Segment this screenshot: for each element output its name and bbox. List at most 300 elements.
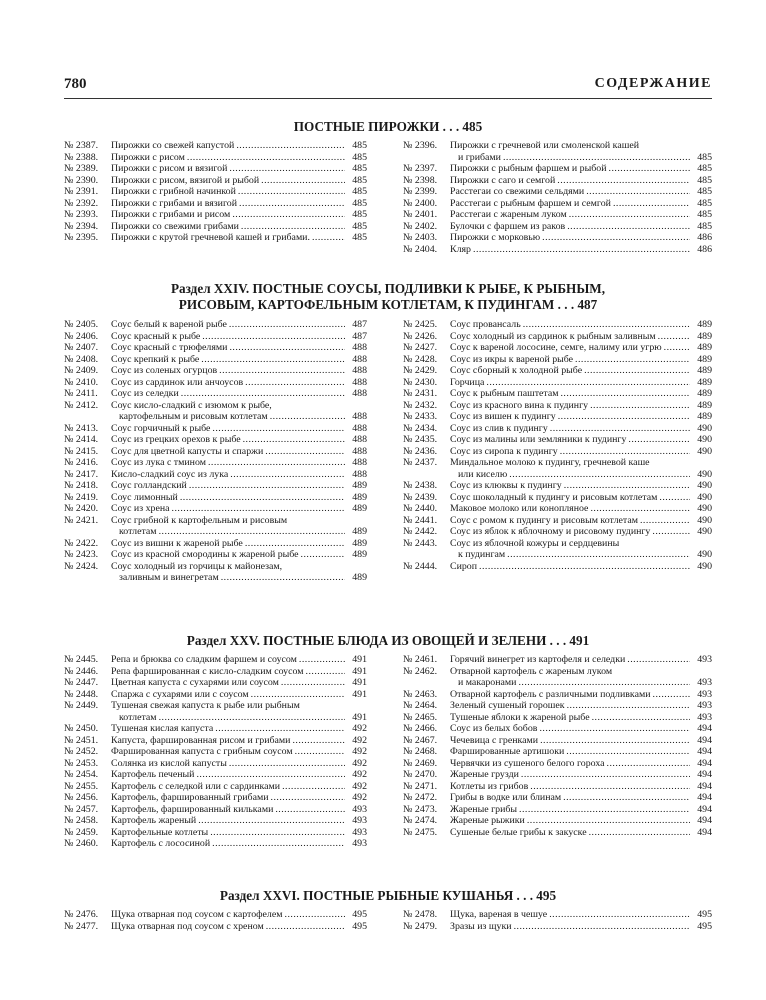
toc-entry [64,400,367,423]
dot-leader [521,769,690,781]
entry-page: 492 [352,734,367,746]
entry-page: 485 [697,220,712,232]
entry-number: № 2441. [403,514,438,526]
toc-entry [403,921,712,933]
entry-body [450,561,712,573]
entry-title-text: Расстегаи с рыбным фаршем и семгой [450,197,611,209]
entry-number: № 2458. [64,815,99,826]
entry-title-text: Соус горчичный к рыбе [111,422,211,434]
entry-title-text: Фаршированная капуста с грибным соусом [111,746,293,757]
entry-page: 493 [697,711,712,723]
entry-page: 488 [352,468,367,480]
entry-body [450,735,712,747]
entry-body [450,712,712,724]
entry-title-line [450,342,712,354]
entry-body [111,232,367,244]
entry-page: 489 [697,376,712,388]
entry-title-line [111,758,367,770]
entry-page: 486 [697,243,712,255]
entry-title-text: и грибами [458,151,501,163]
toc-entry [403,377,712,389]
entry-title-line [450,503,712,515]
entry-title-text: Отварной картофель с различными подливками [450,688,651,700]
entry-title-line [111,232,367,244]
toc-entry [64,354,367,366]
entry-title-text: Булочки с фаршем из раков [450,220,566,232]
dot-leader [281,677,345,689]
entry-body [450,377,712,389]
entry-page: 485 [352,174,367,186]
entry-page: 488 [352,457,367,468]
entry-body [111,815,367,827]
toc-entry [403,434,712,446]
entry-body [111,423,367,435]
entry-title-line [450,723,712,735]
dot-leader [236,140,345,152]
entry-number: № 2417. [64,468,99,480]
entry-title-text: Картофельные котлеты [111,826,209,838]
entry-title-text: Картофель с селедкой или с сардинками [111,780,281,792]
entry-page: 488 [352,353,367,365]
entry-page: 493 [697,654,712,665]
dot-leader [295,746,345,758]
entry-title-line: Тушеная свежая капуста к рыбе или рыбным [111,700,300,711]
toc-entry [64,815,367,827]
entry-title-text: Пирожки с рисом [111,151,185,163]
dot-leader [241,221,345,233]
entry-title-text: Пирожки со свежей капустой [111,140,235,151]
entry-title-text: Соус холодный из сардинок к рыбным заливным [450,330,656,342]
dot-leader [589,827,690,839]
entry-title-text: Котлеты из грибов [450,780,529,792]
toc-entry [403,221,712,233]
toc-entry [64,198,367,210]
dot-leader [198,815,345,827]
toc-entry [64,909,367,921]
entry-page: 486 [697,232,712,243]
entry-body [450,666,712,689]
entry-number: № 2470. [403,769,438,780]
entry-number: № 2448. [64,688,99,700]
entry-title-text: Соус из соленых огурцов [111,365,218,376]
entry-body [450,480,712,492]
entry-body [111,700,367,723]
dot-leader [567,221,690,233]
dot-leader [549,909,690,921]
entry-title-line [450,526,712,538]
toc-entry [403,163,712,175]
entry-body [450,921,712,933]
entry-title-line [450,163,712,175]
dot-leader [232,209,345,221]
dot-leader [627,654,690,666]
entry-title-line [450,232,712,244]
entry-page: 485 [352,232,367,243]
entry-title-text: Пирожки с рисом, вязигой и рыбой [111,174,260,186]
entry-body [111,434,367,446]
entry-body [450,654,712,666]
entry-page: 492 [352,792,367,803]
entry-body [111,921,367,933]
dot-leader [563,792,690,804]
entry-title-text: Соус из вишен к пудингу [450,411,556,422]
entry-title-line [111,175,367,187]
toc-entry [64,423,367,435]
entry-body [450,781,712,793]
dot-leader [159,526,345,538]
entry-title-line [450,561,712,573]
entry-page: 489 [352,526,367,537]
entry-number: № 2422. [64,537,99,549]
toc-entry [403,503,712,515]
entry-body [111,221,367,233]
entry-number: № 2463. [403,688,438,700]
dot-leader [187,152,345,164]
entry-page: 485 [697,174,712,186]
entry-title-line [111,838,367,850]
entry-number: № 2465. [403,711,438,723]
toc-entry [403,781,712,793]
entry-body [111,331,367,343]
entry-number: № 2420. [64,503,99,514]
entry-title-line [450,677,712,689]
entry-number: № 2395. [64,232,99,243]
toc-entry [64,140,367,152]
entry-number: № 2446. [64,665,99,677]
entry-title-text: Соус из клюквы к пудингу [450,480,562,491]
entry-number: № 2428. [403,353,438,365]
entry-page: 488 [352,411,367,422]
entry-number: № 2478. [403,909,438,920]
entry-body [111,723,367,735]
entry-page: 489 [697,353,712,365]
entry-title-text: Картофель печеный [111,769,195,780]
entry-number: № 2432. [403,399,438,411]
entry-title-line [450,244,712,256]
entry-page: 489 [352,572,367,583]
entry-page: 490 [697,491,712,503]
entry-title-line [450,712,712,724]
entry-number: № 2407. [64,342,99,353]
entry-title-line [450,400,712,412]
entry-body [111,152,367,164]
toc-entry [403,331,712,343]
entry-title-text: Расстегаи со свежими сельдями [450,186,585,197]
toc-entry [64,792,367,804]
entry-page: 492 [352,757,367,769]
entry-number: № 2439. [403,491,438,503]
dot-leader [609,163,690,175]
entry-number: № 2452. [64,746,99,757]
dot-leader [282,781,345,793]
toc-entry [403,746,712,758]
dot-leader [189,480,345,492]
entry-number: № 2426. [403,330,438,342]
entry-title-text: Кляр [450,243,471,255]
entry-body [450,446,712,458]
entry-number: № 2394. [64,220,99,232]
toc-entry [403,140,712,163]
dot-leader [473,244,690,256]
entry-page: 494 [697,803,712,815]
entry-title-line [111,492,367,504]
toc-entry [64,342,367,354]
entry-number: № 2392. [64,197,99,209]
entry-page: 488 [352,422,367,434]
dot-leader [564,480,690,492]
entry-number: № 2457. [64,803,99,815]
section-title [64,119,712,135]
entry-page: 489 [697,330,712,342]
entry-body [450,758,712,770]
toc-entry [64,152,367,164]
toc-entry [403,319,712,331]
entry-number: № 2424. [64,560,99,572]
entry-page: 493 [352,803,367,815]
entry-title-line [111,377,367,389]
toc-entry [403,827,712,839]
entry-body [450,538,712,561]
entry-title-text: Грибы в водке или блинам [450,792,562,803]
entry-number: № 2466. [403,723,438,734]
entry-title-line [111,572,367,584]
entry-title-line [450,319,712,331]
entry-body [111,480,367,492]
entry-number: № 2468. [403,746,438,757]
entry-title-text: Жареные рыжики [450,815,525,826]
dot-leader [265,446,345,458]
entry-title-text: Щука отварная под соусом с хреном [111,920,264,932]
toc-entry [64,457,367,469]
entry-number: № 2462. [403,665,438,677]
entry-title-text: Соус из икры к вареной рыбе [450,353,574,365]
dot-leader [243,434,345,446]
entry-title-line [111,319,367,331]
entry-number: № 2410. [64,376,99,388]
entry-title-text: Пирожки с грибами и рисом [111,209,231,220]
entry-number: № 2397. [403,163,438,174]
entry-number: № 2460. [64,838,99,849]
entry-body [111,792,367,804]
entry-body [111,186,367,198]
entry-page: 494 [697,757,712,769]
entry-title-line [111,549,367,561]
entry-title-line [450,700,712,712]
dot-leader [590,503,690,515]
entry-title-text: Соус лимонный [111,491,178,503]
toc-entry [403,515,712,527]
entry-number: № 2430. [403,376,438,388]
dot-leader [613,198,690,210]
entry-title-line [450,909,712,921]
entry-body [450,815,712,827]
entry-title-line [111,804,367,816]
entry-number: № 2391. [64,186,99,197]
entry-title-text: Тушеная кислая капуста [111,723,214,734]
entry-number: № 2467. [403,734,438,746]
entry-number: № 2416. [64,457,99,468]
dot-leader [251,689,345,701]
entry-title-text: Соус из малины или земляники к пудингу [450,434,627,445]
entry-page: 490 [697,526,712,537]
entry-page: 490 [697,468,712,480]
dot-leader [312,232,345,244]
entry-title-line [450,769,712,781]
entry-number: № 2406. [64,330,99,342]
entry-number: № 2475. [403,826,438,838]
entry-body [111,538,367,550]
entry-body [450,792,712,804]
entry-title-line [450,654,712,666]
entry-title-text: Соус провансаль [450,319,521,330]
dot-leader [592,712,690,724]
entry-number: № 2401. [403,209,438,220]
entry-page: 485 [697,163,712,174]
toc-entry [64,221,367,233]
entry-title-line [111,827,367,839]
entry-page: 491 [352,711,367,723]
entry-body [450,221,712,233]
entry-number: № 2398. [403,174,438,186]
entry-page: 490 [697,422,712,434]
dot-leader [292,735,345,747]
toc-entry [403,712,712,724]
entry-page: 490 [697,549,712,560]
dot-leader [275,804,345,816]
entry-number: № 2408. [64,353,99,365]
entry-title-text: Чечевица с гренками [450,734,539,746]
toc-entry [64,689,367,701]
entry-body [111,377,367,389]
dot-leader [229,342,345,354]
entry-title-line [111,654,367,666]
section-title-line: ПОСТНЫЕ ПИРОЖКИ . . . 485 [293,119,483,134]
entry-title-line [450,735,712,747]
entry-title-text: Соус к вареной лососине, семге, налиму или угрю [450,342,662,353]
running-title: СОДЕРЖАНИЕ [594,76,712,91]
entry-title-line [450,446,712,458]
entry-title-text: Щука отварная под соусом с картофелем [111,909,283,920]
section-title-line: Раздел XXV. ПОСТНЫЕ БЛЮДА ИЗ ОВОЩЕЙ И ЗЕЛЕНИ . . . 491 [186,633,590,648]
entry-title-text: Соус к рыбным паштетам [450,388,559,399]
dot-leader [664,342,690,354]
entry-title-line [111,503,367,515]
entry-title-line [111,186,367,198]
entry-body [111,342,367,354]
entry-page: 487 [352,330,367,342]
entry-page: 489 [697,388,712,399]
entry-page: 494 [697,734,712,746]
entry-page: 493 [697,677,712,688]
toc-entry [64,331,367,343]
entry-title-line [450,515,712,527]
entry-title-text: и макаронами [458,677,517,688]
left-column [64,909,367,932]
entry-number: № 2431. [403,388,438,399]
entry-page: 494 [697,826,712,838]
dot-leader [202,331,345,343]
page-number: 780 [64,76,87,92]
entry-title-line [450,411,712,423]
entry-number: № 2476. [64,909,99,920]
entry-title-text: Соус сборный к холодной рыбе [450,365,583,376]
entry-title-text: Соус из грецких орехов к рыбе [111,434,241,445]
toc-entry [403,400,712,412]
dot-leader [245,538,345,550]
entry-title-line [111,723,367,735]
entry-page: 495 [352,920,367,932]
entry-page: 487 [352,319,367,330]
entry-title-text: Сушеные белые грибы к закуске [450,826,587,838]
entry-body [450,244,712,256]
dot-leader [527,815,690,827]
entry-title-text: Картофель жареный [111,815,197,826]
entry-title-text: Соус из лука с тмином [111,457,206,468]
dot-leader [523,319,690,331]
entry-number: № 2444. [403,560,438,572]
toc-entry [403,758,712,770]
entry-title-line [111,423,367,435]
toc-entry [64,209,367,221]
toc-entry [64,434,367,446]
toc-entry [64,677,367,689]
entry-title-line [450,186,712,198]
entry-title-text: Пирожки с саго и семгой [450,174,556,186]
entry-body [111,469,367,481]
entry-page: 491 [352,654,367,665]
entry-page: 493 [697,688,712,700]
entry-number: № 2413. [64,422,99,434]
entry-body [111,769,367,781]
toc-entry [403,700,712,712]
entry-page: 489 [697,365,712,376]
dot-leader [285,909,346,921]
entry-title-text: к пудингам [458,549,506,560]
entry-title-text: Соус из красного вина к пудингу [450,399,589,411]
entry-title-line [111,434,367,446]
entry-page: 491 [352,677,367,688]
entry-number: № 2412. [64,399,99,411]
entry-title-text: Соус из сардинок или анчоусов [111,376,244,388]
entry-title-line [450,423,712,435]
entry-number: № 2409. [64,365,99,376]
entry-page: 495 [697,920,712,932]
toc-entry [64,700,367,723]
toc-entry [64,838,367,850]
entry-number: № 2419. [64,491,99,503]
dot-leader [550,423,690,435]
entry-page: 494 [697,723,712,734]
entry-body [111,838,367,850]
entry-body [111,175,367,187]
toc-entry [64,163,367,175]
entry-page: 494 [697,769,712,780]
toc-entry [403,735,712,747]
dot-leader [238,186,345,198]
entry-title-line [111,331,367,343]
entry-body [111,515,367,538]
entry-title-text: Спаржа с сухарями или с соусом [111,688,249,700]
right-column [403,654,712,838]
entry-body [450,365,712,377]
dot-leader [261,175,345,187]
entry-page: 488 [352,434,367,445]
entry-number: № 2471. [403,780,438,792]
entry-body [450,526,712,538]
entry-title-line [111,221,367,233]
entry-title-line [450,746,712,758]
entry-title-text: Расстегаи с жареным луком [450,209,567,220]
